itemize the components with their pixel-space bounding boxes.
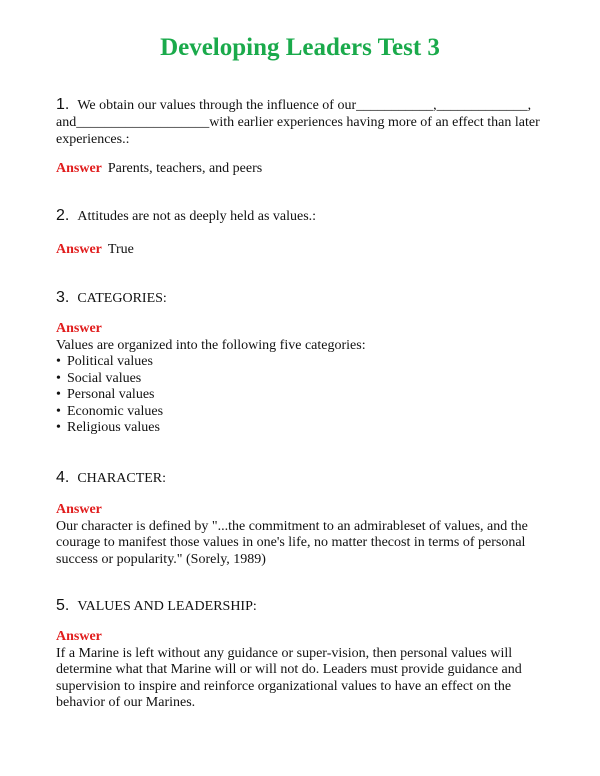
list-item: • Personal values xyxy=(56,387,556,404)
answer-text: If a Marine is left without any guidance or super-vision, then personal values will determine what that Marine will or will not do. Leaders must provide guidance and supervision to inspire and reinforce organizational values to have an effect on the behavior of our Marines. xyxy=(56,645,522,710)
question-text: CATEGORIES: xyxy=(77,291,167,306)
question-text: Attitudes are not as deeply held as values.: xyxy=(77,209,317,224)
answer-3 xyxy=(56,321,556,437)
answer-text: Parents, teachers, and peers xyxy=(107,161,263,176)
list-item: • Social values xyxy=(56,371,556,388)
question-1 xyxy=(56,96,556,148)
answer-label: Answer xyxy=(56,321,102,336)
list-item: • Political values xyxy=(56,354,556,371)
question-number: 5. xyxy=(56,597,70,614)
answer-label: Answer xyxy=(56,629,102,644)
question-text: We obtain our values through the influence of our___________,_____________, and___________________with earlier experiences having more of an effect than later experiences.: xyxy=(56,98,540,147)
question-5 xyxy=(56,597,556,615)
list-item: • Economic values xyxy=(56,404,556,421)
answer-5 xyxy=(56,629,556,712)
answer-intro: Values are organized into the following five categories: xyxy=(56,337,366,353)
answer-text: True xyxy=(107,242,134,257)
question-text: VALUES AND LEADERSHIP: xyxy=(77,599,257,614)
question-2 xyxy=(56,207,556,225)
list-item: • Religious values xyxy=(56,420,556,437)
question-text: CHARACTER: xyxy=(77,471,167,486)
answer-text: Our character is defined by "...the commitment to an admirableset of values, and the courage to manifest those values in one's life, no matter thecost in terms of personal success or popularity." (Sorely, 1989) xyxy=(56,518,528,567)
question-3 xyxy=(56,289,556,307)
categories-list xyxy=(56,354,556,437)
answer-label: Answer xyxy=(56,242,102,257)
question-4 xyxy=(56,469,556,487)
question-number: 4. xyxy=(56,469,70,486)
answer-label: Answer xyxy=(56,161,102,176)
answer-1 xyxy=(56,160,556,177)
page-title: Developing Leaders Test 3 xyxy=(160,34,440,61)
answer-2 xyxy=(56,241,556,258)
answer-4 xyxy=(56,502,556,568)
question-number: 2. xyxy=(56,207,70,224)
question-number: 1. xyxy=(56,96,70,113)
question-number: 3. xyxy=(56,289,70,306)
answer-label: Answer xyxy=(56,502,102,517)
